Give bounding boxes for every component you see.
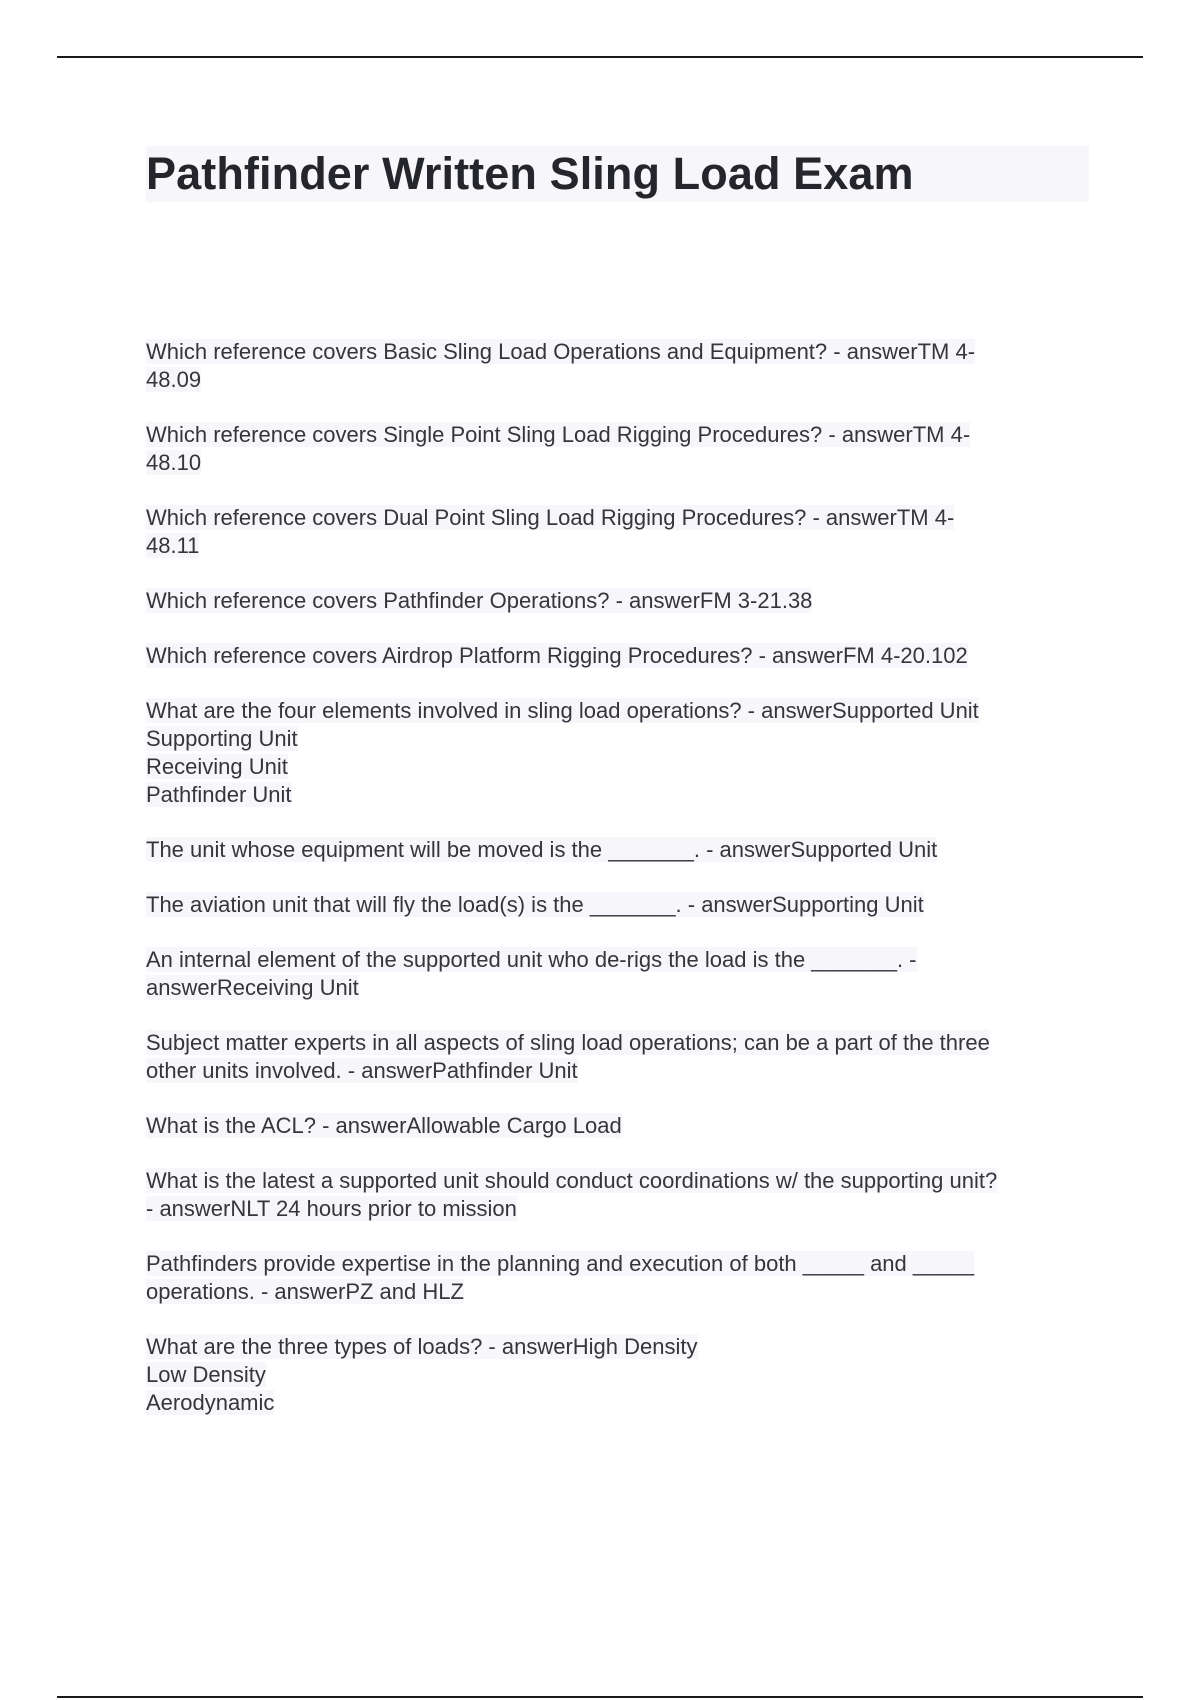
question-list <box>146 338 1096 1444</box>
question-text: Which reference covers Pathfinder Operations? - answerFM 3-21.38 <box>146 588 813 613</box>
question-text: What are the four elements involved in sling load operations? - answerSupported Unit Supporting Unit Receiving Unit Pathfinder Unit <box>146 698 979 807</box>
question-item <box>146 891 1096 919</box>
question-item <box>146 1333 1096 1417</box>
question-text: What are the three types of loads? - answerHigh Density Low Density Aerodynamic <box>146 1334 698 1415</box>
question-item <box>146 504 1096 560</box>
bottom-rule <box>57 1696 1143 1698</box>
question-item <box>146 338 1096 394</box>
question-text: Which reference covers Airdrop Platform Rigging Procedures? - answerFM 4-20.102 <box>146 643 968 668</box>
top-rule <box>57 56 1143 58</box>
question-text: Which reference covers Basic Sling Load Operations and Equipment? - answerTM 4- 48.09 <box>146 339 976 392</box>
question-item <box>146 642 1096 670</box>
question-text: An internal element of the supported unit who de-rigs the load is the _______. - answerReceiving Unit <box>146 947 917 1000</box>
question-text: What is the ACL? - answerAllowable Cargo Load <box>146 1113 622 1138</box>
question-text: The aviation unit that will fly the load(s) is the _______. - answerSupporting Unit <box>146 892 924 917</box>
question-item <box>146 1112 1096 1140</box>
question-item <box>146 587 1096 615</box>
question-text: Which reference covers Single Point Sling Load Rigging Procedures? - answerTM 4- 48.10 <box>146 422 971 475</box>
question-text: The unit whose equipment will be moved is the _______. - answerSupported Unit <box>146 837 938 862</box>
question-text: What is the latest a supported unit should conduct coordinations w/ the supporting unit? - answerNLT 24 hours prior to mission <box>146 1168 998 1221</box>
question-text: Which reference covers Dual Point Sling Load Rigging Procedures? - answerTM 4- 48.11 <box>146 505 955 558</box>
question-item <box>146 946 1096 1002</box>
question-text: Subject matter experts in all aspects of sling load operations; can be a part of the three other units involved. - answerPathfinder Unit <box>146 1030 990 1083</box>
question-text: Pathfinders provide expertise in the planning and execution of both _____ and _____ operations. - answerPZ and HLZ <box>146 1251 975 1304</box>
question-item <box>146 1250 1096 1306</box>
question-item <box>146 421 1096 477</box>
question-item <box>146 836 1096 864</box>
question-item <box>146 697 1096 809</box>
question-item <box>146 1029 1096 1085</box>
page-title: Pathfinder Written Sling Load Exam <box>146 148 914 199</box>
question-item <box>146 1167 1096 1223</box>
title-block <box>146 146 1089 202</box>
